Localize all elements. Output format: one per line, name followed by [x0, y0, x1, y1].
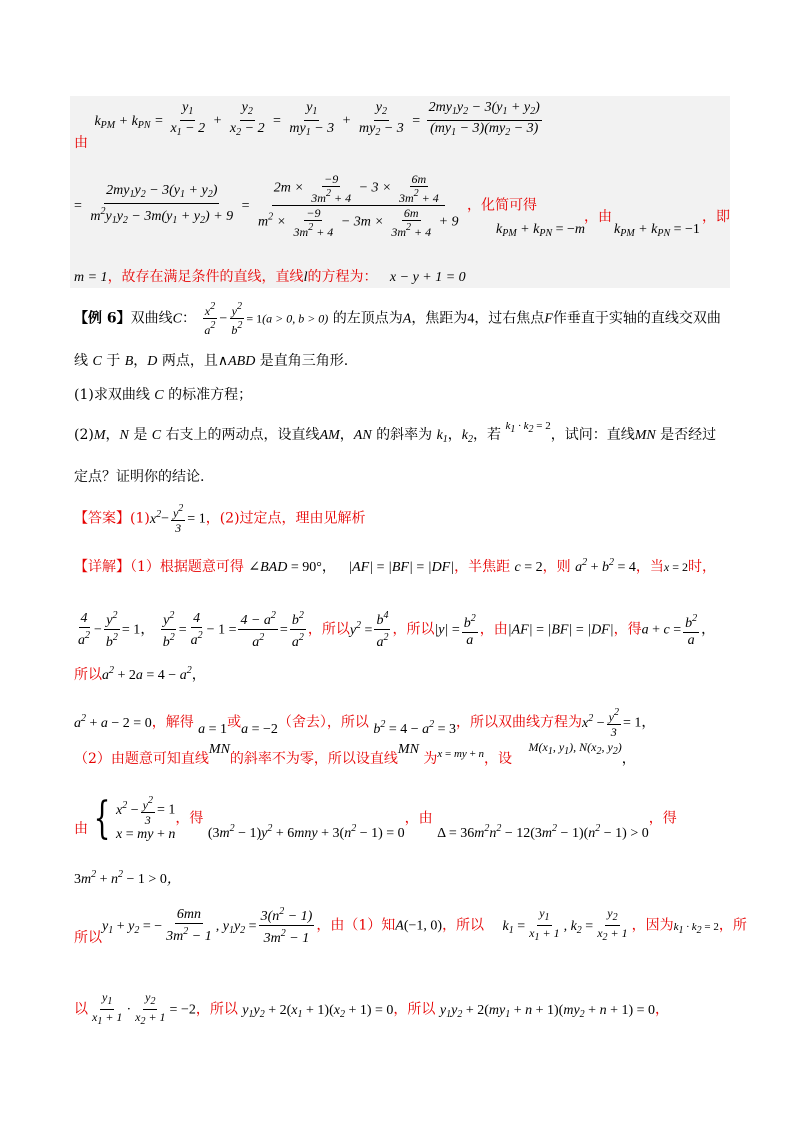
q2g: 是否经过: [660, 427, 717, 443]
detail-s3: ，则: [542, 559, 571, 575]
label-eq-is: 的方程为：: [307, 269, 378, 285]
detail-suoyi3: 所以: [74, 929, 102, 946]
q2h: 定点？证明你的结论.: [74, 469, 205, 485]
text5: 线: [74, 353, 88, 369]
text8: 是直角三角形.: [259, 353, 349, 369]
answer-tag: 【答案】: [74, 510, 130, 527]
detail-p2d: ，设: [484, 751, 513, 767]
angle-abd: ABD: [228, 354, 256, 369]
detail-suoyi-eq: ，所以双曲线方程为: [456, 714, 583, 731]
detail-s1: （1）根据题意可得: [130, 559, 244, 575]
example-tag: 【例 6】: [74, 310, 131, 327]
kpm-sum-neg-one: $k_{PM} + k_{PN} = -1$: [614, 222, 700, 239]
top-line-1: 由 $k_{PM} + k_{PN}$ = $\frac{y_1}{x_1 - 2}$ + $\frac{y_2}{x_2 - 2}$ = $\frac{y_1}{my_1 - 3}$ + $\frac{y_2}{my_2 - 3}$ = $\frac{2my_1y_2 - 3(y_1 + y_2)}{(my_1 - 3)(my_2 - 3)}$: [74, 100, 540, 151]
detail-you-1: ，由（1）知: [316, 917, 396, 934]
detail-huo: 或: [227, 714, 242, 731]
detail-comma: ，: [655, 1001, 670, 1018]
detail-line-8: 所以$y_1 + y_2$ = − $\frac{6mn}{3m^2 - 1}$ , $y_1y_2$ = $\frac{3(n^2 - 1)}{3m^2 - 1}$ ，由（1）知A(−1, 0)，所以 $k_1$ = $\frac{y_1}{x_1 + 1}$ , $k_2$ = $\frac{y_2}{x_2 + 1}$ ，因为k1 · k2 = 2，所: [74, 906, 747, 946]
kpm-sum-neg-m: $k_{PM} + k_{PN} = -m$: [496, 222, 586, 239]
answer-p1: (1): [130, 510, 150, 527]
curve-c-3: C: [154, 388, 164, 403]
detail-suoyi-b: ，所以: [392, 621, 435, 638]
detail-s2: ，半焦距: [454, 559, 511, 575]
point-a: A: [402, 311, 412, 327]
text4: 作垂直于实轴的直线交双曲: [552, 310, 721, 327]
q2c: 右支上的两动点，设直线: [165, 427, 320, 443]
detail-line-7: $3m^2 + n^2 - 1 > 0$，: [74, 869, 181, 887]
q2e: ，若: [473, 427, 502, 443]
detail-tag: 【详解】: [74, 559, 130, 575]
line-equation: x − y + 1 = 0: [389, 270, 466, 285]
detail-suoyi-a: ，所以: [307, 621, 350, 638]
question-1: [74, 384, 252, 404]
top-line-3: [74, 266, 466, 286]
example-6-line-1: 【例 6】双曲线C： $\frac{x^2}{a^2}$ − $\frac{y^2}{b^2}$ = 1(a > 0, b > 0) 的左顶点为A，焦距为4，过右焦点F作垂直于实轴的直线交双曲: [74, 301, 721, 337]
label-you2: ，由: [584, 209, 612, 225]
q2b: 是: [133, 427, 148, 443]
label-you: 由: [74, 134, 88, 151]
detail-suoyi2: 所以: [74, 667, 102, 683]
detail-p2a: （2）由题意可知直线: [74, 751, 209, 767]
detail-line-4: $a^2 + a - 2 = 0$，解得 a = 1或a = −2（舍去），所以 $b^2 = 4 - a^2 = 3$，所以双曲线方程为$x^2$ − $\frac{y^2}{3}$ = 1，: [74, 707, 656, 739]
curve-c: C: [172, 311, 182, 327]
question-2: (2)M，N 是 C 右支上的两动点，设直线AM，AN 的斜率为 $k_1$，$k_2$，若 $^{k1 \cdot k2 = 2}$，试问：直线MN 是否经过: [74, 420, 717, 445]
detail-s5: 时，: [688, 559, 717, 575]
q2d: 的斜率为: [376, 427, 433, 443]
detail-p2b: 的斜率不为零，所以设直线: [229, 751, 398, 767]
detail-line-3: 所以$a^2 + 2a = 4 - a^2$，: [74, 665, 206, 683]
detail-suo: ，所: [718, 917, 747, 934]
curve-c-2: C: [92, 354, 102, 369]
m-equals-1: m = 1: [74, 270, 108, 285]
detail-de: ，得: [613, 621, 642, 638]
text3: ，过右焦点: [474, 310, 545, 327]
detail-de3: ，得: [648, 810, 677, 827]
q1b-text: 的标准方程；: [168, 387, 253, 403]
example-intro: 双曲线: [130, 310, 173, 327]
q2a: (2): [74, 427, 94, 443]
detail-p2c: 为: [423, 751, 438, 767]
question-2-cont: [74, 466, 204, 486]
four: 4: [467, 311, 475, 327]
condition: (a > 0, b > 0): [262, 311, 329, 326]
kpm-sum-expression: $k_{PM} + k_{PN}$: [94, 113, 151, 131]
detail-jiede: ，解得: [151, 714, 194, 731]
point-d: D: [147, 354, 158, 369]
detail-yi: 以: [74, 1001, 88, 1018]
detail-you3: ，由: [404, 810, 433, 827]
q1-text: (1)求双曲线: [74, 387, 150, 403]
label-ji: ，即: [702, 209, 730, 225]
detail-suoyi6: ，所以: [393, 1001, 436, 1018]
point-b: B: [124, 354, 134, 369]
detail-suoyi5: ，所以: [195, 1001, 238, 1018]
text6: 于: [106, 353, 121, 369]
detail-line-6: 由 { $x^2$ − $\frac{y^2}{3}$ = 1 x = my + n ，得 $(3m^2 - 1)y^2 + 6mny + 3(n^2 - 1) = 0$，由 $\Delta = 36m^2n^2 - 12(3m^2 - 1)(n^2 - 1) > 0$，得: [74, 792, 677, 844]
line-l: l: [303, 270, 308, 285]
detail-line-9: 以 $\frac{y_1}{x_1 + 1}$ · $\frac{y_2}{x_2 + 1}$ = −2，所以 $y_1y_2 + 2(x_1 + 1)(x_2 + 1) = 0$，所以 $y_1y_2 + 2(my_1 + n + 1)(my_2 + n + 1) = 0$，: [74, 990, 670, 1027]
detail-line-5: （2）由题意可知直线MN的斜率不为零，所以设直线MN 为$^{x = my + n}$，设 $M(x_1$, $y_1$), $N(x_2$, $y_2$)，: [74, 740, 636, 767]
detail-line-2: $\frac{4}{a^2}$ − $\frac{y^2}{b^2}$ = 1， $\frac{y^2}{b^2}$ = $\frac{4}{a^2}$ − 1 = $\frac{4 - a^2}{a^2}$ = $\frac{b^2}{a^2}$ ，所以$y^2$ = $\frac{b^4}{a^2}$ ，所以|y| = $\frac{b^2}{a}$ ，由|AF| = |BF| = |DF|，得a + c = $\frac{b^2}{a}$ ，: [78, 610, 716, 650]
detail-line-1: 【详解】（1）根据题意可得 ∠BAD = 90°， |AF| = |BF| = |DF|，半焦距 c = 2，则 $a^2 + b^2 = 4$，当x = 2时，: [74, 557, 717, 575]
text2: ，焦距为: [411, 310, 468, 327]
conclusion-text: ，故存在满足条件的直线，直线: [107, 269, 304, 285]
detail-you-sys: 由: [74, 820, 88, 837]
answer-line: 【答案】$(1)x^2-$ $\frac{y^2}{3}$ = 1，(2)过定点，理由见解析: [74, 503, 366, 535]
q2f: ，试问：直线: [550, 427, 635, 443]
text1: 的左顶点为: [332, 310, 403, 327]
detail-yinwei: ，因为: [631, 917, 674, 934]
colon: ：: [181, 310, 196, 327]
example-6-line-2: 线 C 于 B，D 两点，且∧ABD 是直角三角形.: [74, 353, 349, 369]
answer-p2: ，(2)过定点，理由见解析: [205, 510, 366, 527]
top-line-2: = $\frac{2my_1y_2 - 3(y_1 + y_2)}{m^2y_1y_2 - 3m(y_1 + y_2) + 9}$ = 2m × $\frac{-9}{3m^2 + 4}$ − 3 × $\frac{6m}{3m^2 + 4}$ $m^2$ × $\frac{-9}{3m^2 + 4}$ − 3m × $\frac{6m}{3m^2 + 4}$ + 9 ，化简可得: [74, 172, 538, 239]
point-f: F: [544, 311, 553, 327]
detail-de2: ，得: [175, 810, 204, 827]
label-huajian: ，化简可得: [467, 197, 538, 214]
detail-you: ，由: [479, 621, 508, 638]
detail-s4: ，当: [635, 559, 664, 575]
text7: 两点，且: [161, 353, 218, 369]
detail-suoyi4: ，所以: [442, 917, 485, 934]
detail-shequ: （舍去），所以: [277, 714, 369, 731]
